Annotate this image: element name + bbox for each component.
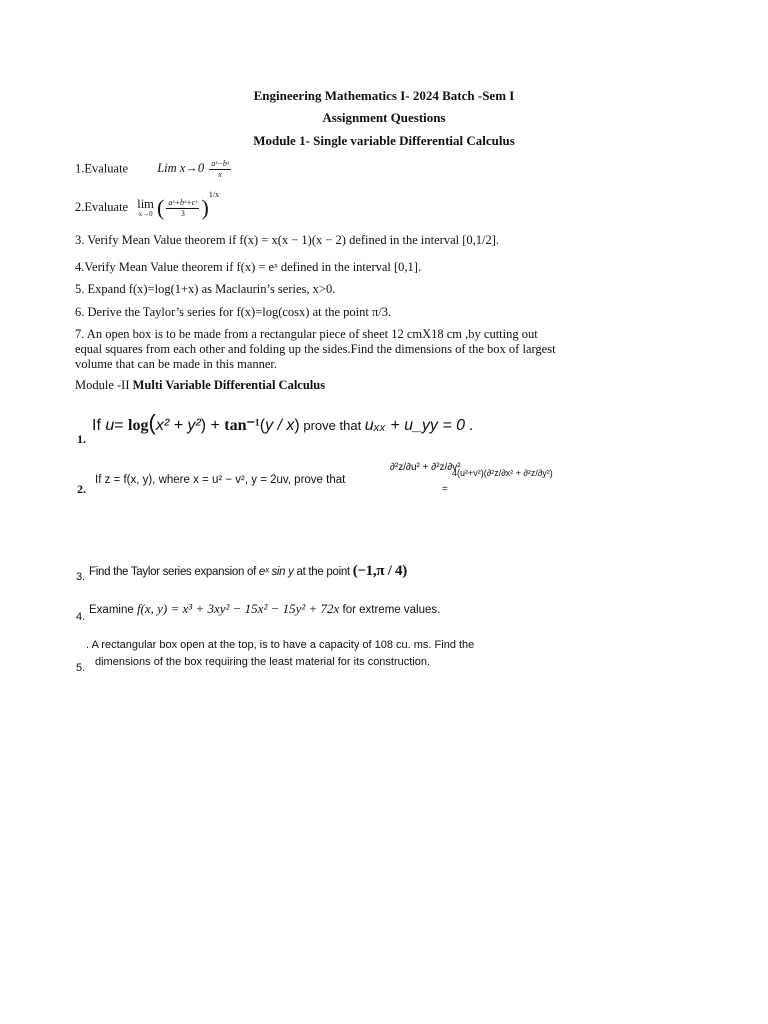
m1-question-7-line3: volume that can be made in this manner. [75,357,278,371]
m2-q2-number: 2. [77,482,86,496]
assignment-subtitle: Assignment Questions [322,110,446,125]
module2-heading [75,378,325,393]
m1-question-2: 2.Evaluate lim x→0 ( $\frac{\text{aˣ+bˣ+cˣ}}{3}$ )$^{1/x}$ [75,190,220,221]
m2-q3-at: at the point [293,566,353,578]
m2-q3-point: (−1,π / 4) [352,563,407,579]
m2-q3-expr: eˣ sin y [258,566,294,578]
q2-denominator: 3 [180,208,185,218]
q2-numerator: aˣ+bˣ+cˣ [168,197,198,207]
m2-q4-text: Examine [89,604,137,616]
m2-q4-number: 4. [76,611,86,623]
m2-q1-tan: tan⁻¹ [224,417,260,434]
module2-heading-prefix: Module -II [75,378,133,392]
m2-q2-rhs-right: 4(u²+v²)(∂²z/∂x² + ∂²z/∂y²) [452,468,553,478]
m2-q1-if: If [92,417,106,434]
m2-question-2: If z = f(x, y), where x = u² − v², y = 2uv, prove that [95,474,346,486]
m2-question-4 [89,601,440,617]
m1-question-7-line1: 7. An open box is to be made from a rectangular piece of sheet 12 cmX18 cm ,by cutting out [75,327,538,341]
q2-label: 2.Evaluate [75,200,129,214]
m2-q1-arg2: y / x [265,417,295,434]
m2-question-3 [89,563,407,580]
m2-q5-number: 5. [76,662,86,674]
m1-question-6: 6. Derive the Taylor’s series for f(x)=log(cosx) at the point π/3. [75,305,392,319]
m2-q1-prove: prove that [299,418,365,433]
q1-numerator: aˣ−bˣ [211,159,230,168]
m1-question-1 [75,160,233,179]
m2-q3-text: Find the Taylor series expansion of [89,566,259,578]
m2-q4-expr: f(x, y) = x³ + 3xy² − 15x² − 15y² + 72x [136,601,340,616]
m1-question-4: 4.Verify Mean Value theorem if f(x) = eˣ defined in the interval [0,1]. [75,260,422,274]
q2-exponent: 1/x [208,190,220,199]
m2-q1-rhs: uₓₓ + u_yy = 0 . [364,417,474,434]
q1-denominator: x [218,170,222,179]
m2-q1-u: u [105,417,115,434]
m2-question-5-line2: dimensions of the box requiring the least material for its construction. [95,656,431,668]
q2-lim-sub: x→0 [138,209,153,218]
m1-question-7-line2: equal squares from each other and folding up the sides.Find the dimensions of the box of largest [75,342,556,356]
m1-question-5: 5. Expand f(x)=log(1+x) as Maclaurin’s series, x>0. [75,282,336,296]
m2-q1-eq: = [114,417,129,434]
q2-limit [137,198,154,218]
q1-limit: Lim x→0 [157,161,205,176]
m2-question-5-line1: . A rectangular box open at the top, is to have a capacity of 108 cu. ms. Find the [86,639,475,651]
m2-q1-plus: ) + [200,417,225,434]
q2-fraction [166,199,199,218]
q1-fraction [209,160,231,179]
module2-heading-title: Multi Variable Differential Calculus [132,378,326,392]
m1-question-3: 3. Verify Mean Value theorem if f(x) = x(x − 1)(x − 2) defined in the interval [0,1/2]. [75,233,500,247]
q1-label: 1.Evaluate [75,161,129,176]
course-title: Engineering Mathematics I- 2024 Batch -Sem I [253,88,515,103]
m2-q1-number: 1. [77,432,86,446]
m2-question-1: If u= log(x² + y²) + tan⁻¹(y / x) prove that uₓₓ + u_yy = 0 . [92,410,474,435]
m2-q3-number: 3. [76,571,86,583]
module1-heading: Module 1- Single variable Differential Calculus [253,133,515,148]
m2-q2-rhs-left: ∂²z/∂u² + ∂²z/∂v² [390,462,461,473]
q2-lim-word: lim [137,197,154,212]
m2-q2-rhs-eq: = [442,484,448,495]
m2-q1-arg: x² + y² [155,417,201,434]
m2-q1-log: log [128,417,149,434]
m2-q4-end: for extreme values. [339,604,441,616]
